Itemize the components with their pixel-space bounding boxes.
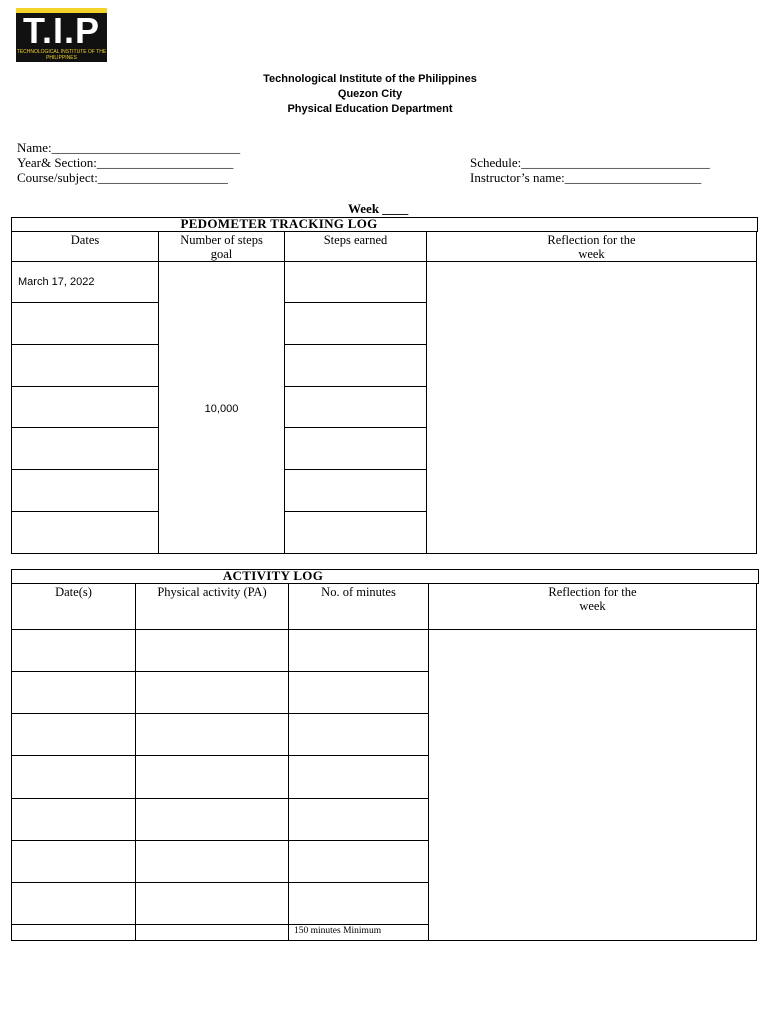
- logo-subtitle: TECHNOLOGICAL INSTITUTE OF THE PHILIPPINES: [16, 49, 107, 61]
- activity-minutes-footnote: 150 minutes Minimum: [294, 926, 382, 936]
- activity-header-physical-activity: Physical activity (PA): [157, 585, 267, 599]
- schedule-field: Schedule:_____________________________: [470, 155, 710, 170]
- pedometer-header-dates: Dates: [70, 233, 100, 247]
- pedometer-first-date: March 17, 2022: [18, 276, 95, 288]
- year-section-field: Year& Section:_____________________: [17, 155, 234, 170]
- instructor-field: Instructor’s name:_____________________: [470, 170, 702, 185]
- logo-wordmark: T.I.P: [22, 10, 101, 51]
- institution-city: Quezon City: [337, 88, 403, 100]
- pedometer-log-title: PEDOMETER TRACKING LOG: [180, 216, 378, 231]
- week-label: Week ____: [348, 201, 409, 216]
- activity-header-reflection: Reflection for the week: [548, 585, 637, 613]
- institution-name: Technological Institute of the Philippines: [263, 73, 477, 85]
- course-subject-field: Course/subject:____________________: [17, 170, 228, 185]
- pedometer-steps-goal-value: 10,000: [204, 403, 239, 415]
- pedometer-header-steps-goal: Number of steps goal: [180, 233, 263, 261]
- name-field: Name:_____________________________: [17, 140, 241, 155]
- activity-header-dates: Date(s): [55, 585, 92, 599]
- department-name: Physical Education Department: [287, 103, 453, 115]
- activity-header-minutes: No. of minutes: [321, 585, 396, 599]
- pedometer-header-reflection: Reflection for the week: [547, 233, 636, 261]
- pedometer-header-steps-earned: Steps earned: [323, 233, 388, 247]
- tip-logo: [16, 8, 107, 62]
- activity-log-title: ACTIVITY LOG: [222, 568, 324, 583]
